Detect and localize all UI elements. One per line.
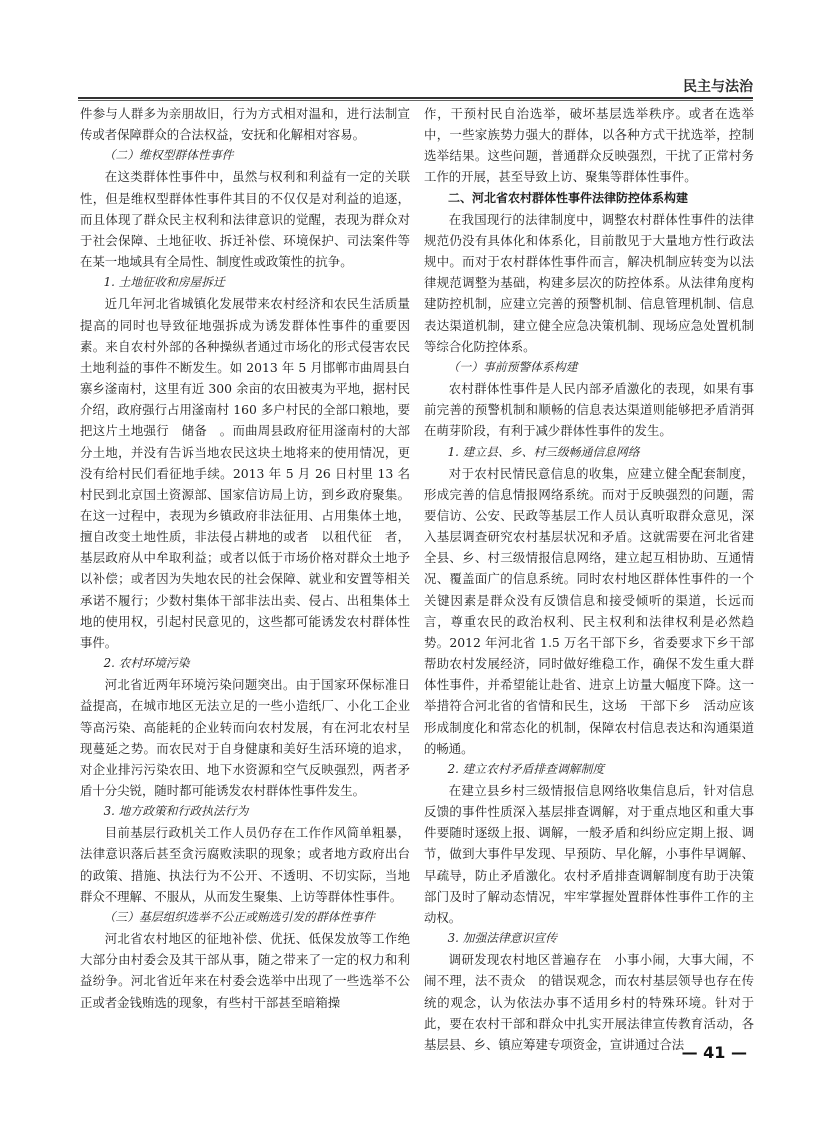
subheading: 2. 建立农村矛盾排查调解制度	[447, 761, 605, 776]
paragraph: 河北省近两年环境污染问题突出。由于国家环保标准日益提高，在城市地区无法立足的一些小造纸厂、小化工企业等高污染、高能耗的企业转而向农村发展，有在河北农村呈现蔓延之势。而农民对于自身健康和美好生活环境的追求，对企业排污污染农田、地下水资源和空气反映强烈，两者矛盾十分尖锐，随时都可能诱发农村群体性事件发生。	[80, 677, 410, 798]
paragraph: 在建立县乡村三级情报信息网络收集信息后，针对信息反馈的事件性质深入基层排查调解，对于重点地区和重大事件要随时逐级上报、调解，一般矛盾和纠纷应定期上报、调节，做到大事件早发现、早预防、早化解，小事件早调解、早疏导，防止矛盾激化。农村矛盾排查调解制度有助于决策部门及时了解动态情况，牢牢掌握处置群体性事件工作的主动权。	[424, 783, 754, 925]
subheading: 3. 加强法律意识宣传	[447, 931, 557, 946]
paragraph: 农村群体性事件是人民内部矛盾激化的表现，如果有事前完善的预警机制和顺畅的信息表达渠道则能够把矛盾消弭在萌芽阶段，有利于减少群体性事件的发生。	[424, 381, 754, 439]
paragraph: 件参与人群多为亲朋故旧，行为方式相对温和，进行法制宣传或者保障群众的合法权益，安抚和化解相对容易。	[80, 106, 410, 143]
subheading: 2. 农村环境污染	[103, 656, 190, 671]
section-label: 民主与法治	[683, 79, 753, 95]
right-column	[424, 103, 754, 1055]
paragraph: 对于农村民情民意信息的收集，应建立健全配套制度，形成完善的信息情报网络系统。而对于反映强烈的问题，需要信访、公安、民政等基层工作人员认真听取群众意见，深入基层调查研究农村基层状况和矛盾。这就需要在河北省建全县、乡、村三级情报信息网络，建立起互相协助、互通情况、覆盖面广的信息系统。同时农村地区群体性事件的一个关键因素是群众没有反馈信息和接受倾听的渠道，长远而言，尊重农民的政治权利、民主权利和法律权利是必然趋势。2012 年河北省 1.5 万名干部下乡，省委要求下乡干部帮助农村发展经济，同时做好维稳工作，确保不发生重大群体性事件，并希望能让赴省、进京上访量大幅度下降。这一举措符合河北省的省情和民生，这场 干部下乡 活动应该形成制度化和常态化的机制，保障农村信息表达和沟通渠道的畅通。	[424, 465, 754, 756]
subheading: 3. 地方政策和行政执法行为	[103, 804, 249, 819]
subheading: （二）维权型群体性事件	[103, 148, 234, 163]
paragraph: 作，干预村民自治选举，破坏基层选举秩序。或者在选举中，一些家族势力强大的群体，以各种方式干扰选举，控制选举结果。这些问题，普通群众反映强烈，干扰了正常村务工作的开展，甚至导致上访、聚集等群体性事件。	[424, 106, 754, 185]
paragraph: 目前基层行政机关工作人员仍存在工作作风简单粗暴，法律意识落后甚至贪污腐败渎职的现象；或者地方政府出台的政策、措施、执法行为不公开、不透明、不切实际，当地群众不理解、不服从，从而发生聚集、上访等群体性事件。	[80, 825, 410, 904]
paragraph: 河北省农村地区的征地补偿、优抚、低保发放等工作绝大部分由村委会及其干部从事，随之带来了一定的权力和利益纷争。河北省近年来在村委会选举中出现了一些选举不公正或者金钱贿选的现象，有些村干部甚至暗箱操	[80, 931, 410, 1010]
subheading: （三）基层组织选举不公正或贿选引发的群体性事件	[103, 909, 375, 924]
subheading: 1. 土地征收和房屋拆迁	[103, 275, 225, 290]
header-rule-thin	[78, 100, 753, 101]
paragraph: 调研发现农村地区普遍存在 小事小闹，大事大闹，不闹不理，法不责众 的错误观念，而农村基层领导也存在传统的观念，认为依法办事不适用乡村的特殊环境。针对于此，要在农村干部和群众中扎实开展法律宣传教育活动，各基层县、乡、镇应筹建专项资金，宣讲通过合法	[424, 952, 754, 1052]
subheading: （一）事前预警体系构建	[447, 359, 578, 374]
subheading: 1. 建立县、乡、村三级畅通信息网络	[447, 444, 640, 459]
paragraph: 近几年河北省城镇化发展带来农村经济和农民生活质量提高的同时也导致征地强拆成为诱发群体性事件的重要因素。来自农村外部的各种操纵者通过市场化的形式侵害农民土地利益的事件不断发生。如 2013 年 5 月邯郸市曲周县白寨乡滏南村，这里有近 300 余亩的农田被夷为平地，据村民介绍，政府强行占用滏南村 160 多户村民的全部口粮地，要把这片土地强行 储备 。而曲周县政府征用滏南村的大部分土地，并没有告诉当地农民这块土地将来的使用情况，更没有给村民们看征地手续。2013 年 5 月 26 日村里 13 名村民到北京国土资源部、国家信访局上访，到乡政府聚集。在这一过程中，表现为乡镇政府非法征用、占用集体土地，擅自改变土地性质，非法侵占耕地的或者 以租代征 者，基层政府从中牟取利益；或者以低于市场价格对群众土地予以补偿；或者因为失地农民的社会保障、就业和安置等相关承诺不履行；少数村集体干部非法出卖、侵占、出租集体土地的使用权，引起村民意见的，这些都可能诱发农村群体性事件。	[80, 296, 410, 650]
header-rule	[78, 97, 753, 99]
left-column	[80, 103, 410, 1013]
paragraph: 在这类群体性事件中，虽然与权利和利益有一定的关联性，但是维权型群体性事件其目的不仅仅是对利益的追逐，而且体现了群众民主权利和法律意识的觉醒，表现为群众对于社会保障、土地征收、拆迁补偿、环境保护、司法案件等在某一地域具有全局性、制度性或政策性的抗争。	[80, 169, 410, 270]
section-heading: 二、河北省农村群体性事件法律防控体系构建	[448, 190, 689, 205]
page-number: — 41 —	[681, 1043, 747, 1062]
paragraph: 在我国现行的法律制度中，调整农村群体性事件的法律规范仍没有具体化和体系化，目前散见于大量地方性行政法规中。而对于农村群体性事件而言，解决机制应转变为以法律规范调整为基础，构建多层次的防控体系。从法律角度构建防控机制，应建立完善的预警机制、信息管理机制、信息表达渠道机制，建立健全应急决策机制、现场应急处置机制等综合化防控体系。	[424, 211, 754, 354]
